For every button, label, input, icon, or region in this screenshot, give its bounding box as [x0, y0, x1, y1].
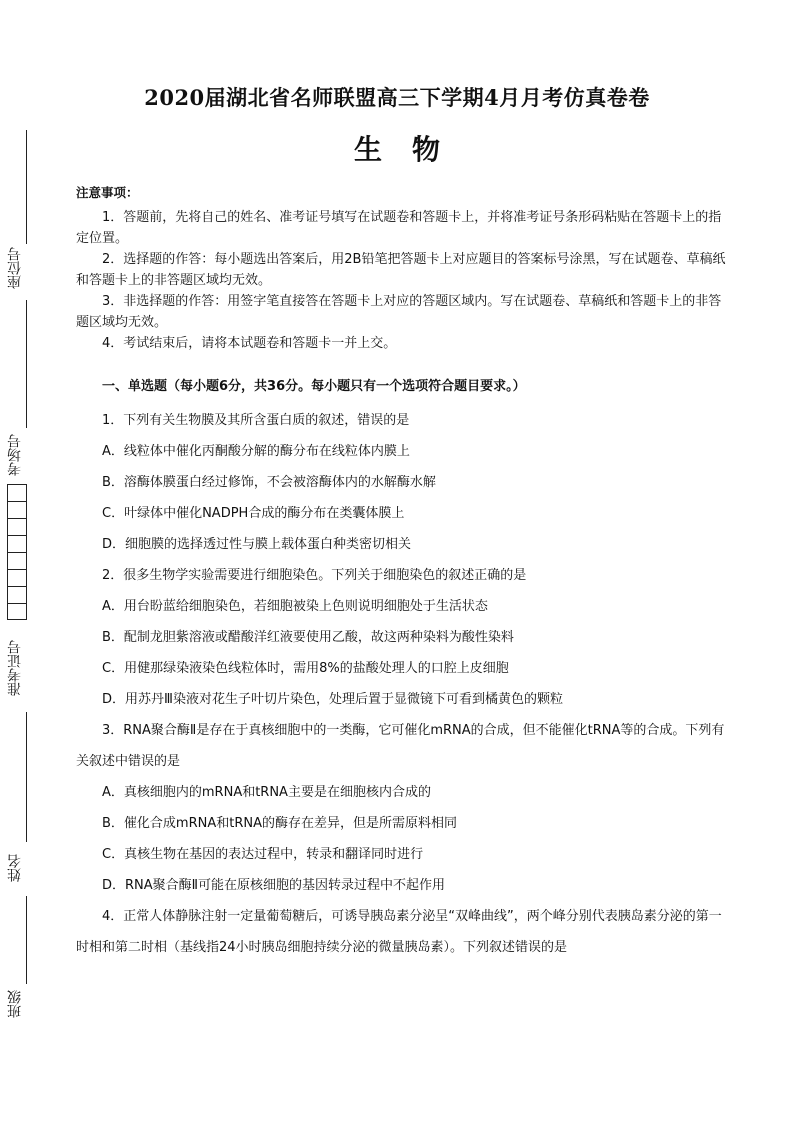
option-a: A．用台盼蓝给细胞染色，若细胞被染上色则说明细胞处于生活状态 [102, 599, 488, 614]
name-label: 姓名 [7, 854, 23, 882]
option-d: D．用苏丹Ⅲ染液对花生子叶切片染色，处理后置于显微镜下可看到橘黄色的颗粒 [102, 692, 563, 707]
option-d: D．细胞膜的选择透过性与膜上载体蛋白种类密切相关 [102, 537, 412, 552]
question-stem: 4．正常人体静脉注射一定量葡萄糖后，可诱导胰岛素分泌呈“双峰曲线”，两个峰分别代表胰岛素分泌的第一时相和第二时相（基线指24小时胰岛细胞持续分泌的微量胰岛素）。下列叙述错误的是 [76, 909, 722, 955]
exam-room-line [26, 300, 27, 428]
name-line [26, 712, 27, 842]
option-b: B．配制龙胆紫溶液或醋酸洋红液要使用乙酸，故这两种染料为酸性染料 [102, 630, 514, 645]
notice-block [76, 182, 732, 354]
question-3 [76, 715, 732, 901]
section-title: 一、单选题（每小题6分，共36分。每小题只有一个选项符合题目要求。） [102, 379, 526, 394]
notice-item: 2．选择题的作答：每小题选出答案后，用2B铅笔把答题卡上对应题目的答案标号涂黑，写在试题卷、草稿纸和答题卡上的非答题区域均无效。 [76, 252, 726, 288]
option-a: A．线粒体中催化丙酮酸分解的酶分布在线粒体内膜上 [102, 444, 410, 459]
exam-room-label: 考场号 [7, 434, 23, 476]
notice-item: 3．非选择题的作答：用签字笔直接答在答题卡上对应的答题区域内。写在试题卷、草稿纸和答题卡上的非答题区域均无效。 [76, 294, 722, 330]
ticket-number-boxes [7, 484, 27, 620]
class-label: 班级 [7, 990, 23, 1018]
binding-margin [0, 0, 56, 1123]
question-stem: 1．下列有关生物膜及其所含蛋白质的叙述，错误的是 [102, 413, 410, 428]
notice-title: 注意事项： [76, 185, 139, 200]
notice-item: 4．考试结束后，请将本试题卷和答题卡一并上交。 [102, 336, 397, 351]
option-b: B．溶酶体膜蛋白经过修饰，不会被溶酶体内的水解酶水解 [102, 475, 436, 490]
class-line [26, 896, 27, 984]
question-stem: 3．RNA聚合酶Ⅱ是存在于真核细胞中的一类酶，它可催化mRNA的合成，但不能催化tRNA等的合成。下列有关叙述中错误的是 [76, 723, 725, 769]
question-2 [76, 560, 732, 715]
ticket-label: 准考证号 [7, 640, 23, 696]
option-c: C．真核生物在基因的表达过程中，转录和翻译同时进行 [102, 847, 424, 862]
question-1 [76, 405, 732, 560]
option-c: C．用健那绿染液染色线粒体时，需用8%的盐酸处理人的口腔上皮细胞 [102, 661, 509, 676]
notice-item: 1．答题前，先将自己的姓名、准考证号填写在试题卷和答题卡上，并将准考证号条形码粘贴在答题卡上的指定位置。 [76, 210, 722, 246]
exam-title: 2020届湖北省名师联盟高三下学期4月月考仿真卷卷 [144, 85, 650, 110]
question-4 [76, 901, 732, 963]
option-c: C．叶绿体中催化NADPH合成的酶分布在类囊体膜上 [102, 506, 405, 521]
seat-label: 座位号 [7, 247, 23, 289]
subject-title: 生物 [353, 133, 470, 166]
option-a: A．真核细胞内的mRNA和tRNA主要是在细胞核内合成的 [102, 785, 431, 800]
option-b: B．催化合成mRNA和tRNA的酶存在差异，但是所需原料相同 [102, 816, 457, 831]
question-stem: 2．很多生物学实验需要进行细胞染色。下列关于细胞染色的叙述正确的是 [102, 568, 527, 583]
option-d: D．RNA聚合酶Ⅱ可能在原核细胞的基因转录过程中不起作用 [102, 878, 446, 893]
exam-content [76, 182, 732, 963]
